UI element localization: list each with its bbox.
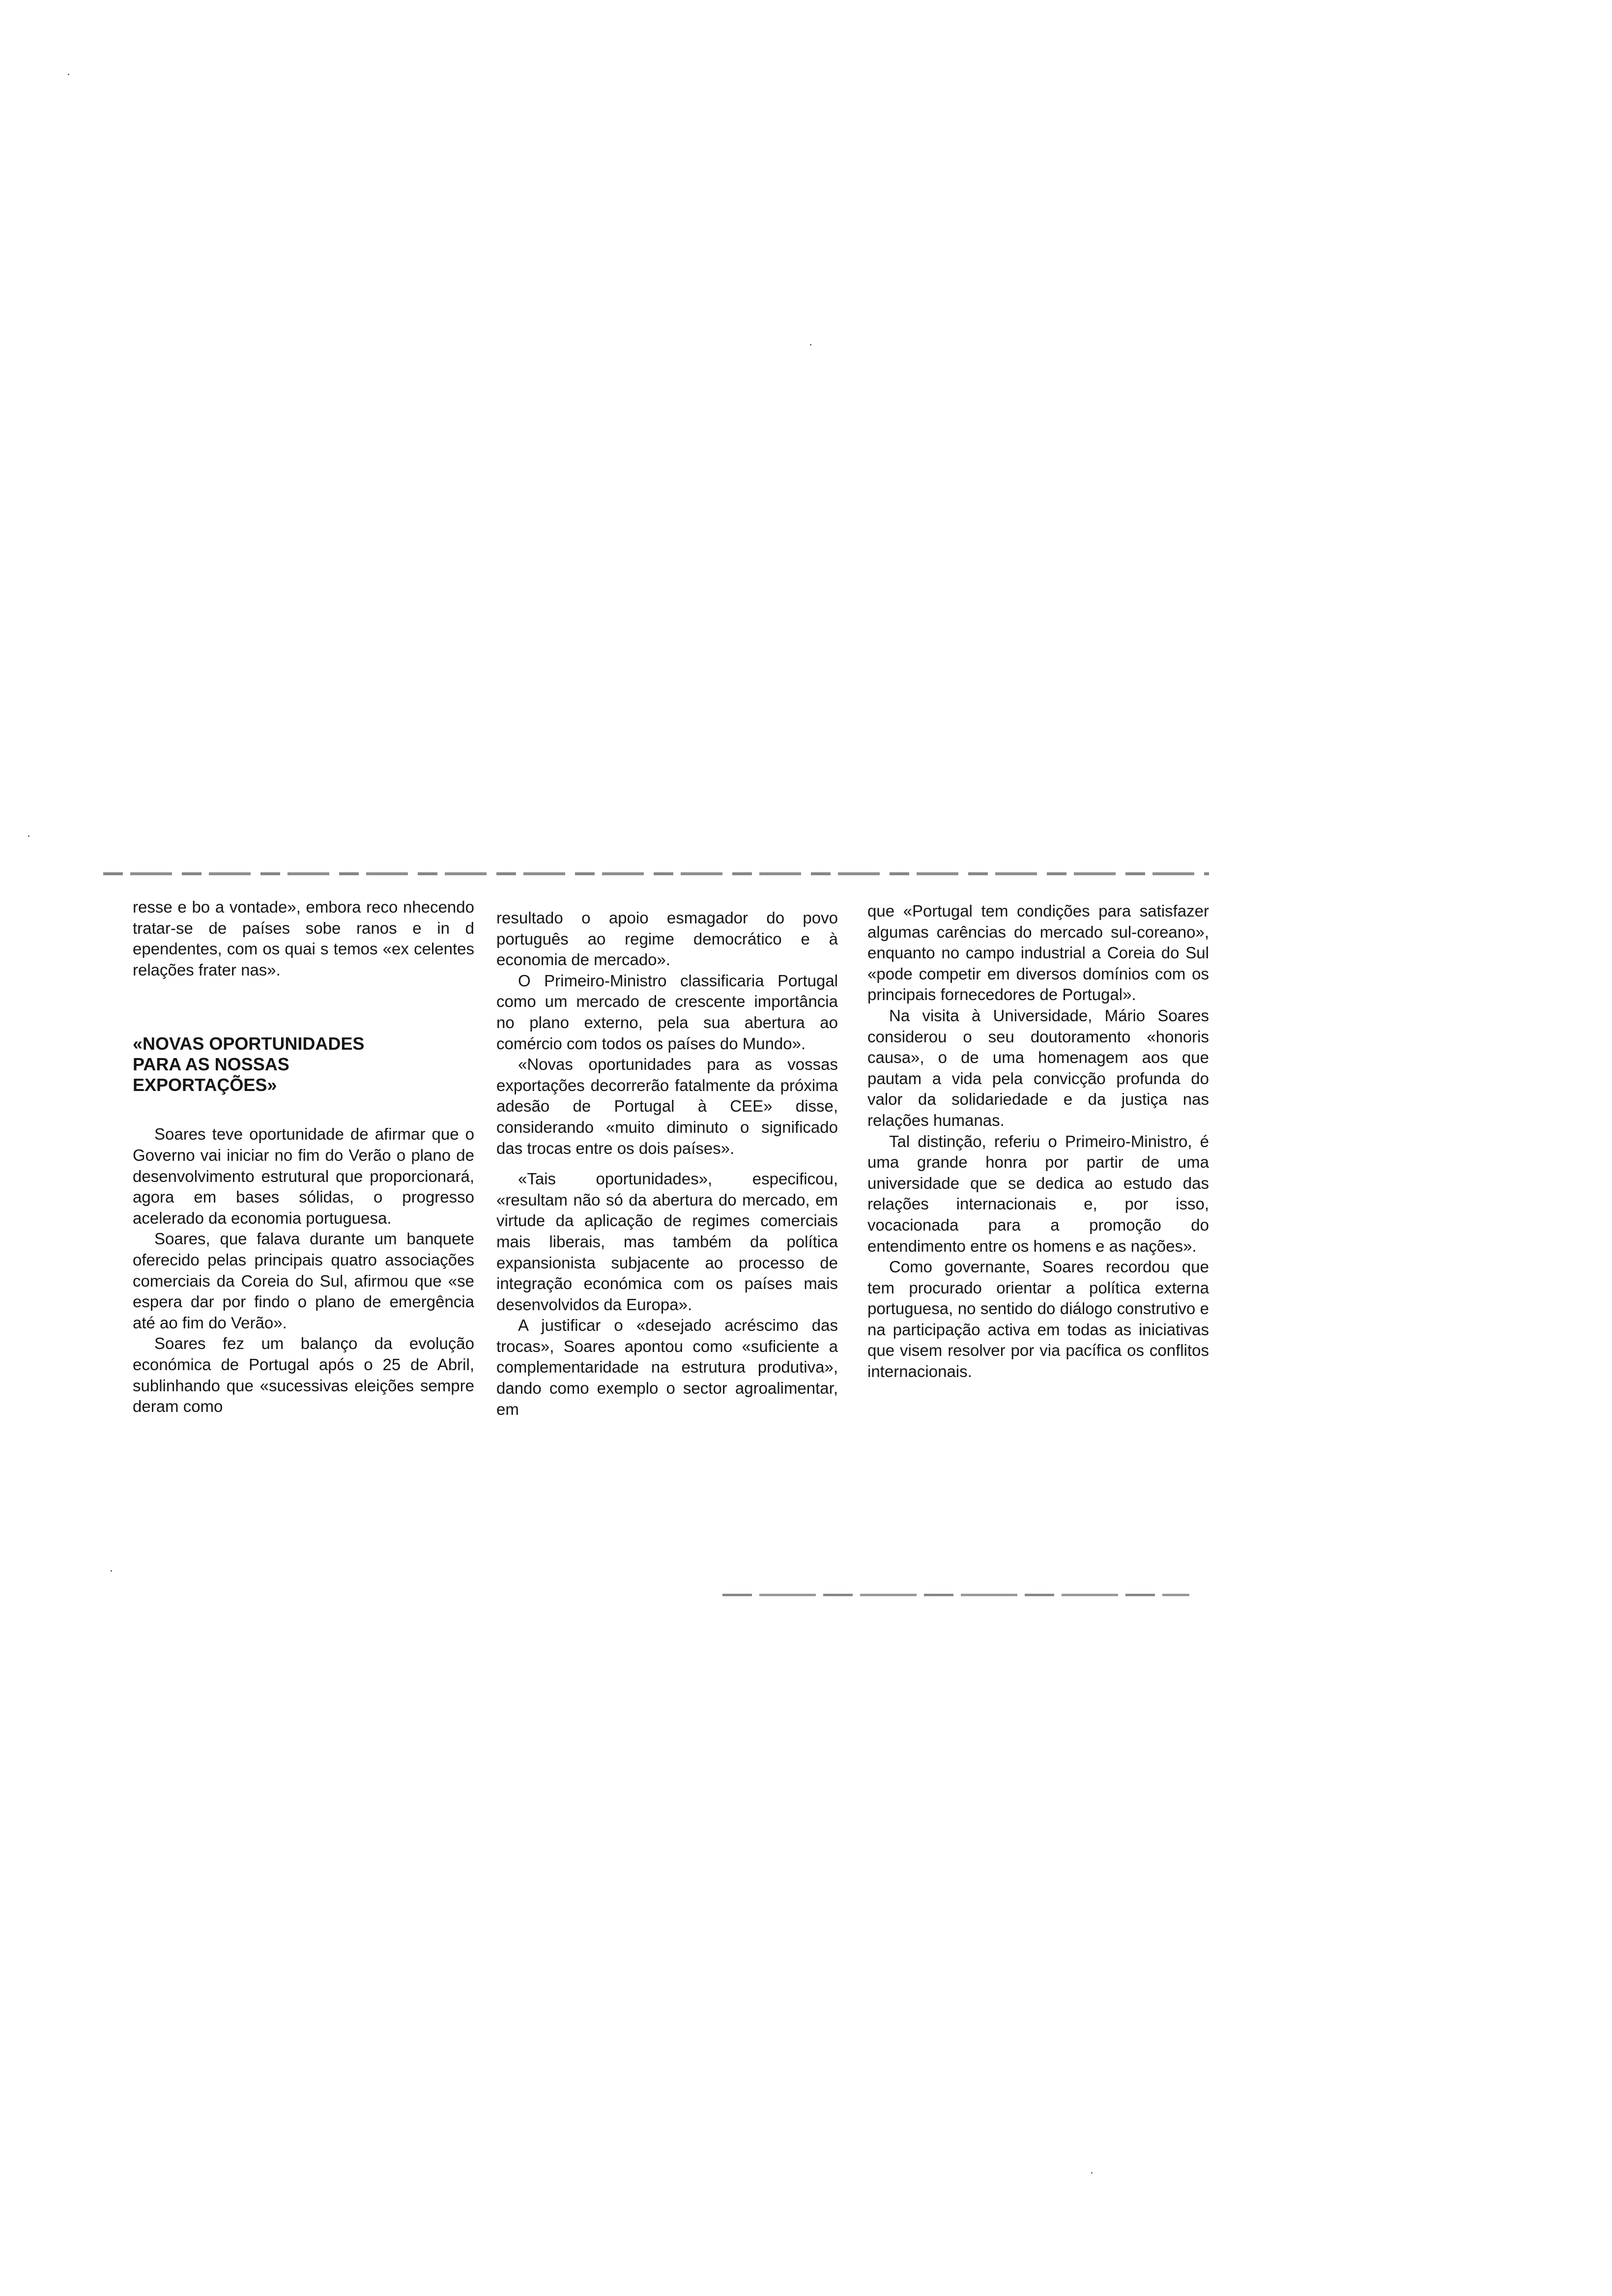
scan-speck — [68, 74, 69, 75]
article-column-3 — [867, 901, 1209, 1382]
paragraph-continued: que «Portugal tem condições para satisfazer algumas carências do mercado sul-coreano», enquanto no campo industrial a Coreia do Sul «pode competir em diversos domínios com os principais fornecedores de Portugal». — [867, 902, 1209, 1004]
section-heading — [133, 1033, 388, 1095]
top-rule — [103, 872, 1209, 875]
scan-speck — [28, 835, 29, 837]
paragraph: «Novas oportunidades para as vossas exportações decorrerão fatalmente da próxima adesão de Portugal à CEE» disse, considerando «muito diminuto o significado das trocas entre os dois países». — [496, 1055, 838, 1157]
article-column-2 — [496, 908, 838, 1420]
paragraph: Soares teve oportunidade de afirmar que o Governo vai iniciar no fim do Verão o plano de desenvolvimento estrutural que proporcionará, agora em bases sólidas, o progresso acelerado da economia portuguesa. — [133, 1125, 474, 1227]
article-column-1 — [133, 897, 474, 1417]
paragraph: O Primeiro-Ministro classificaria Portugal como um mercado de crescente importância no plano externo, pela sua abertura ao comércio com todos os países do Mundo». — [496, 971, 838, 1053]
heading-line-1: «NOVAS OPORTUNIDADES — [133, 1033, 365, 1054]
paragraph: Como governante, Soares recordou que tem procurado orientar a política externa portuguesa, no sentido do diálogo construtivo e na participação activa em todas as iniciativas que visem resolver por via pacífica os conflitos internacionais. — [867, 1258, 1209, 1381]
scan-speck — [810, 344, 811, 345]
paragraph-continued: resultado o apoio esmagador do povo português ao regime democrático e à economia de mercado». — [496, 909, 838, 969]
paragraph-intro: resse e bo a vontade», embora reco nhecendo tratar-se de países sobe ranos e in d ependentes, com os quai s temos «ex celentes relações frater nas». — [133, 898, 474, 979]
bottom-rule — [722, 1594, 1189, 1596]
newspaper-clipping — [103, 872, 1209, 1609]
paragraph: Na visita à Universidade, Mário Soares considerou o seu doutoramento «honoris causa», o de uma homenagem aos que pautam a vida pela convicção profunda do valor da solidariedade e da justiça nas relações humanas. — [867, 1006, 1209, 1129]
paragraph: Tal distinção, referiu o Primeiro-Ministro, é uma grande honra por partir de uma universidade que se dedica ao estudo das relações internacionais e, por isso, vocacionada para a promoção do entendimento entre os homens e as nações». — [867, 1132, 1209, 1255]
paragraph: Soares, que falava durante um banquete oferecido pelas principais quatro associações comerciais da Coreia do Sul, afirmou que «se espera dar por findo o plano de emergência até ao fim do Verão». — [133, 1230, 474, 1332]
heading-line-2: PARA AS NOSSAS — [133, 1054, 289, 1075]
paragraph: «Tais oportunidades», especificou, «resultam não só da abertura do mercado, em virtude da aplicação de regimes comerciais mais liberais, mas também da política expansionista subjacente ao processo de integração económica com os países mais desenvolvidos da Europa». — [496, 1170, 838, 1314]
heading-line-3: EXPORTAÇÕES» — [133, 1075, 277, 1095]
scan-speck — [1091, 2172, 1093, 2174]
paragraph: Soares fez um balanço da evolução económica de Portugal após o 25 de Abril, sublinhando que «sucessivas eleições sempre deram como — [133, 1334, 474, 1416]
paragraph: A justificar o «desejado acréscimo das trocas», Soares apontou como «suficiente a complementaridade na estrutura produtiva», dando como exemplo o sector agroalimentar, em — [496, 1316, 838, 1418]
